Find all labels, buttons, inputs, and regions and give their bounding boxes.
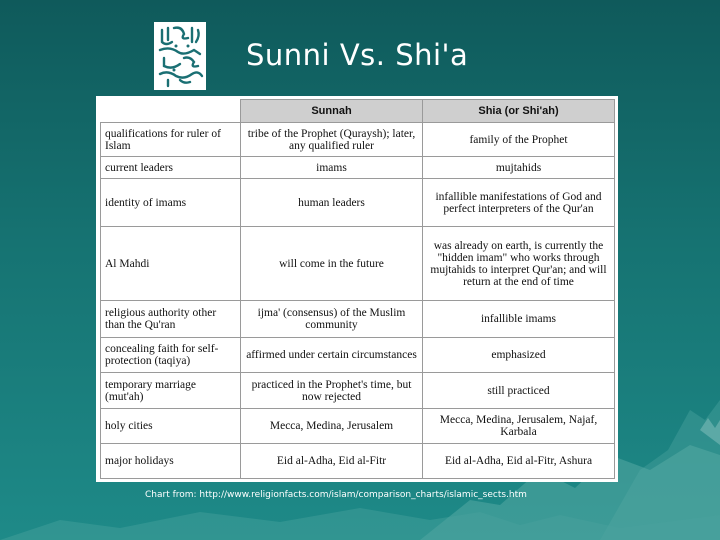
- sunnah-cell: practiced in the Prophet's time, but now rejected: [241, 373, 423, 408]
- shia-cell: family of the Prophet: [423, 123, 615, 157]
- table-row: [101, 227, 615, 301]
- sunnah-cell: tribe of the Prophet (Quraysh); later, any qualified ruler: [241, 123, 423, 157]
- table-row: [101, 157, 615, 178]
- row-label: Al Mahdi: [101, 227, 241, 301]
- table-row: [101, 178, 615, 227]
- row-label: identity of imams: [101, 178, 241, 227]
- sunnah-cell: human leaders: [241, 178, 423, 227]
- shia-cell: infallible imams: [423, 301, 615, 338]
- row-label: religious authority other than the Qu'ran: [101, 301, 241, 338]
- table-row: [101, 337, 615, 372]
- row-label: holy cities: [101, 408, 241, 443]
- table-row: [101, 444, 615, 479]
- table-row: [101, 123, 615, 157]
- sunnah-cell: ijma' (consensus) of the Muslim community: [241, 301, 423, 338]
- shia-cell: Eid al-Adha, Eid al-Fitr, Ashura: [423, 444, 615, 479]
- sunnah-cell: affirmed under certain circumstances: [241, 337, 423, 372]
- sunnah-cell: Mecca, Medina, Jerusalem: [241, 408, 423, 443]
- shia-cell: mujtahids: [423, 157, 615, 178]
- sunnah-cell: will come in the future: [241, 227, 423, 301]
- arabic-calligraphy-icon: [154, 22, 206, 90]
- sunnah-cell: Eid al-Adha, Eid al-Fitr: [241, 444, 423, 479]
- table-row: [101, 373, 615, 408]
- shia-cell: infallible manifestations of God and perfect interpreters of the Qur'an: [423, 178, 615, 227]
- header-cell-sunnah: Sunnah: [241, 100, 423, 123]
- row-label: concealing faith for self-protection (taqiya): [101, 337, 241, 372]
- table-row: [101, 301, 615, 338]
- shia-cell: Mecca, Medina, Jerusalem, Najaf, Karbala: [423, 408, 615, 443]
- row-label: major holidays: [101, 444, 241, 479]
- header-cell-empty: [101, 100, 241, 123]
- comparison-table-frame: [96, 96, 618, 482]
- shia-cell: emphasized: [423, 337, 615, 372]
- row-label: current leaders: [101, 157, 241, 178]
- sunnah-cell: imams: [241, 157, 423, 178]
- row-label: qualifications for ruler of Islam: [101, 123, 241, 157]
- shia-cell: still practiced: [423, 373, 615, 408]
- table-row: [101, 408, 615, 443]
- calligraphy-logo: [154, 22, 206, 90]
- header-cell-shia: Shia (or Shi'ah): [423, 100, 615, 123]
- row-label: temporary marriage (mut'ah): [101, 373, 241, 408]
- shia-cell: was already on earth, is currently the "hidden imam" who works through mujtahids to interpret Qur'an; and will return at the end of time: [423, 227, 615, 301]
- table-header-row: [101, 100, 615, 123]
- slide-title: Sunni Vs. Shi'a: [246, 38, 469, 72]
- comparison-table: [100, 99, 615, 479]
- source-caption: Chart from: http://www.religionfacts.com/islam/comparison_charts/islamic_sects.htm: [145, 490, 527, 500]
